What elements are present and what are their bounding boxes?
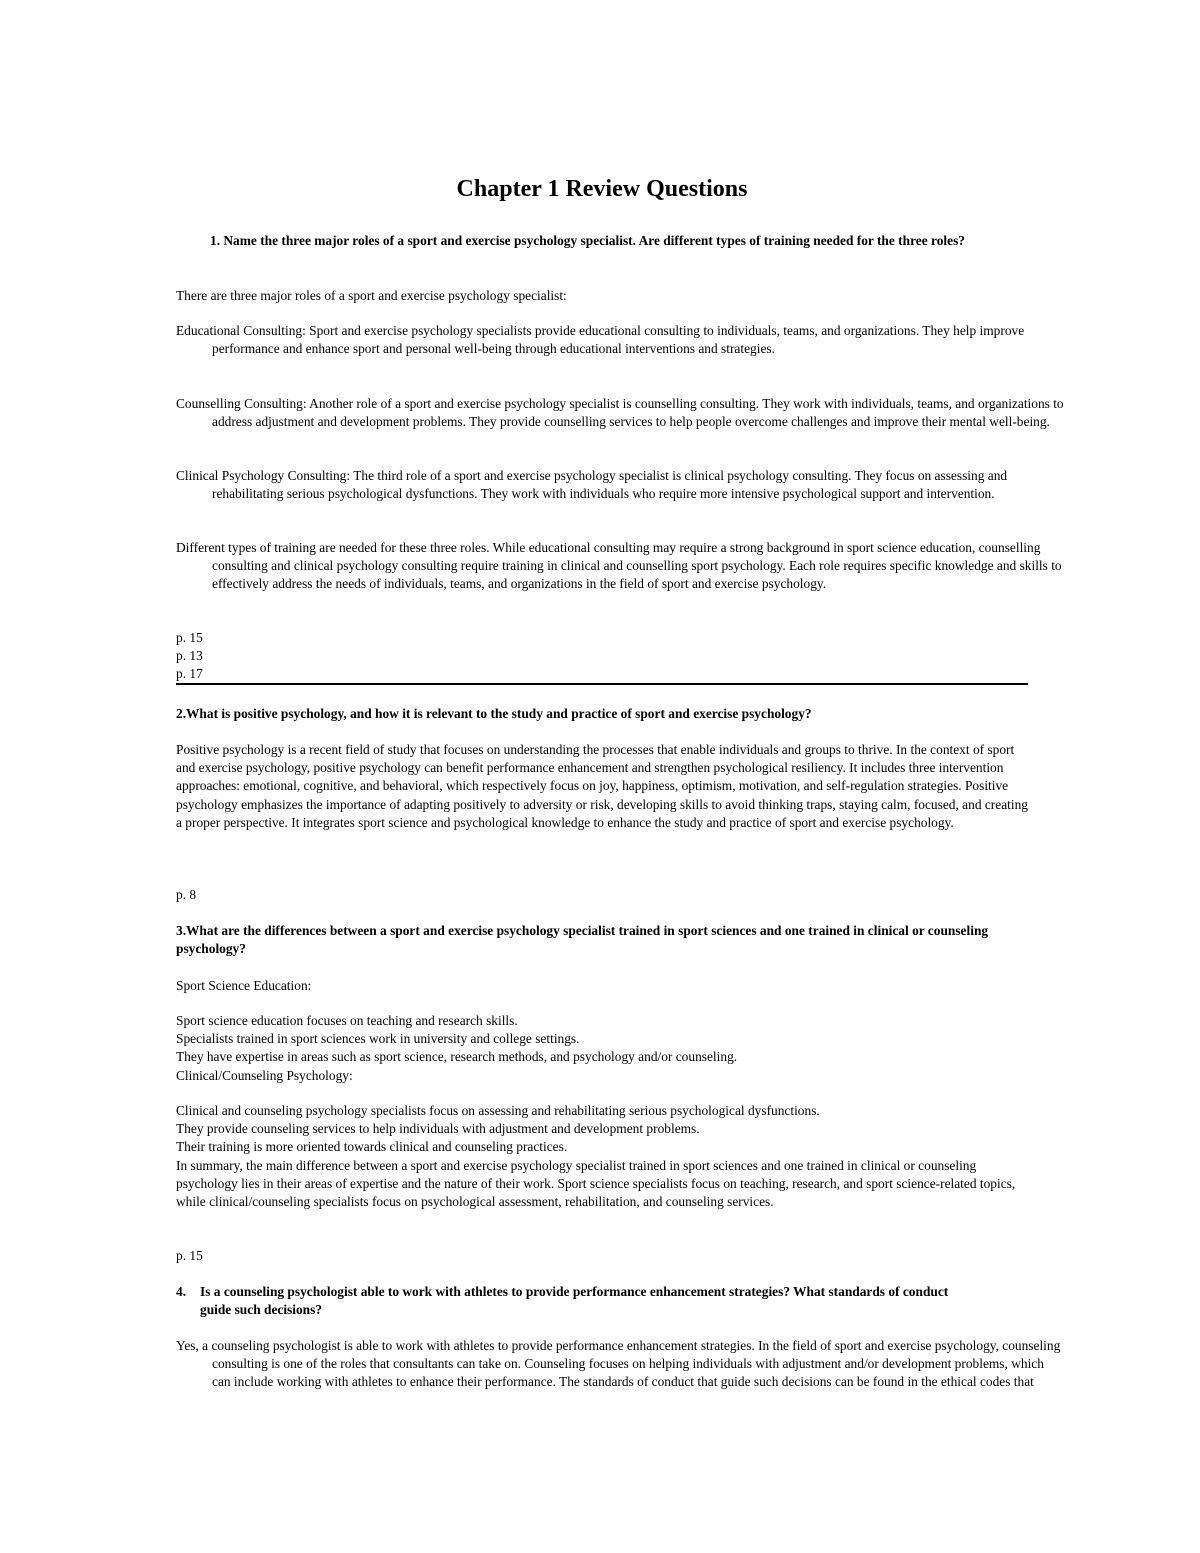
- q2-page-ref: p. 8: [176, 887, 197, 902]
- section-divider: [176, 683, 1028, 685]
- question-4-text: Is a counseling psychologist able to work with athletes to provide performance enhancement strategies? What standards of conduct guide such decisions?: [200, 1284, 949, 1318]
- page-ref: p. 15: [176, 630, 203, 645]
- question-2: 2.What is positive psychology, and how it is relevant to the study and practice of sport and exercise psychology?: [176, 706, 812, 721]
- page-title: Chapter 1 Review Questions: [456, 176, 748, 202]
- page-ref: p. 17: [176, 666, 203, 682]
- q1-intro: There are three major roles of a sport and exercise psychology specialist:: [176, 288, 567, 303]
- page-ref: p. 13: [176, 648, 203, 664]
- q1-role-counselling: Counselling Consulting: Another role of a sport and exercise psychology specialist is counselling consulting. They work with individuals, teams, and organizations to address adjustment and development problems. They provide counselling services to help people overcome challenges and improve their mental well-being.: [176, 396, 1064, 430]
- q2-answer: Positive psychology is a recent field of study that focuses on understanding the processes that enable individuals and groups to thrive. In the context of sport and exercise psychology, positive psychology can benefit performance enhancement and strengthen psychological resiliency. It includes three intervention approaches: emotional, cognitive, and behavioral, which respectively focus on joy, happiness, optimism, motivation, and self-regulation strategies. Positive psychology emphasizes the importance of adapting positively to adversity or risk, developing skills to avoid thinking traps, staying calm, focused, and creating a proper perspective. It integrates sport science and psychological knowledge to enhance the study and practice of sport and exercise psychology.: [176, 742, 1028, 830]
- question-4: [176, 1283, 980, 1319]
- list-item: Specialists trained in sport sciences work in university and college settings.: [176, 1031, 580, 1047]
- question-1: 1. Name the three major roles of a sport and exercise psychology specialist. Are different types of training needed for the three roles?: [210, 233, 965, 248]
- q1-page-refs: [176, 629, 1028, 684]
- list-item: Clinical/Counseling Psychology:: [176, 1067, 353, 1083]
- q3-sport-science-list: [176, 1012, 1028, 1085]
- question-4-number: 4.: [176, 1284, 187, 1299]
- q4-answer: Yes, a counseling psychologist is able to work with athletes to provide performance enhancement strategies. In the field of sport and exercise psychology, counseling consulting is one of the roles that consultants can take on. Counseling focuses on helping individuals with adjustment and/or development problems, which can include working with athletes to enhance their performance. The standards of conduct that guide such decisions can be found in the ethical codes that: [176, 1338, 1061, 1390]
- q1-role-educational: Educational Consulting: Sport and exercise psychology specialists provide educational consulting to individuals, teams, and organizations. They help improve performance and enhance sport and personal well-being through educational interventions and strategies.: [176, 323, 1025, 357]
- q3-summary: In summary, the main difference between a sport and exercise psychology specialist trained in sport sciences and one trained in clinical or counseling psychology lies in their areas of expertise and the nature of their work. Sport science specialists focus on teaching, research, and sport science-related topics, while clinical/counseling specialists focus on psychological assessment, rehabilitation, and counseling services.: [176, 1157, 1016, 1210]
- q1-training: Different types of training are needed for these three roles. While educational consulting may require a strong background in sport science education, counselling consulting and clinical psychology consulting require training in clinical and counselling sport psychology. Each role requires specific knowledge and skills to effectively address the needs of individuals, teams, and organizations in the field of sport and exercise psychology.: [176, 540, 1062, 592]
- q1-role-clinical: Clinical Psychology Consulting: The third role of a sport and exercise psychology specialist is clinical psychology consulting. They focus on assessing and rehabilitating serious psychological dysfunctions. They work with individuals who require more intensive psychological support and intervention.: [176, 468, 1008, 502]
- list-item: They have expertise in areas such as sport science, research methods, and psychology and/or counseling.: [176, 1049, 738, 1065]
- q3-clinical-list: [176, 1102, 1028, 1211]
- list-item: They provide counseling services to help individuals with adjustment and development problems.: [176, 1121, 700, 1137]
- list-item: Clinical and counseling psychology specialists focus on assessing and rehabilitating serious psychological dysfunctions.: [176, 1103, 820, 1118]
- question-3: 3.What are the differences between a sport and exercise psychology specialist trained in sport sciences and one trained in clinical or counseling psychology?: [176, 923, 989, 957]
- q3-heading-sport-science: Sport Science Education:: [176, 978, 312, 993]
- list-item: Their training is more oriented towards clinical and counseling practices.: [176, 1139, 568, 1155]
- q3-page-ref: p. 15: [176, 1248, 203, 1263]
- list-item: Sport science education focuses on teaching and research skills.: [176, 1013, 518, 1028]
